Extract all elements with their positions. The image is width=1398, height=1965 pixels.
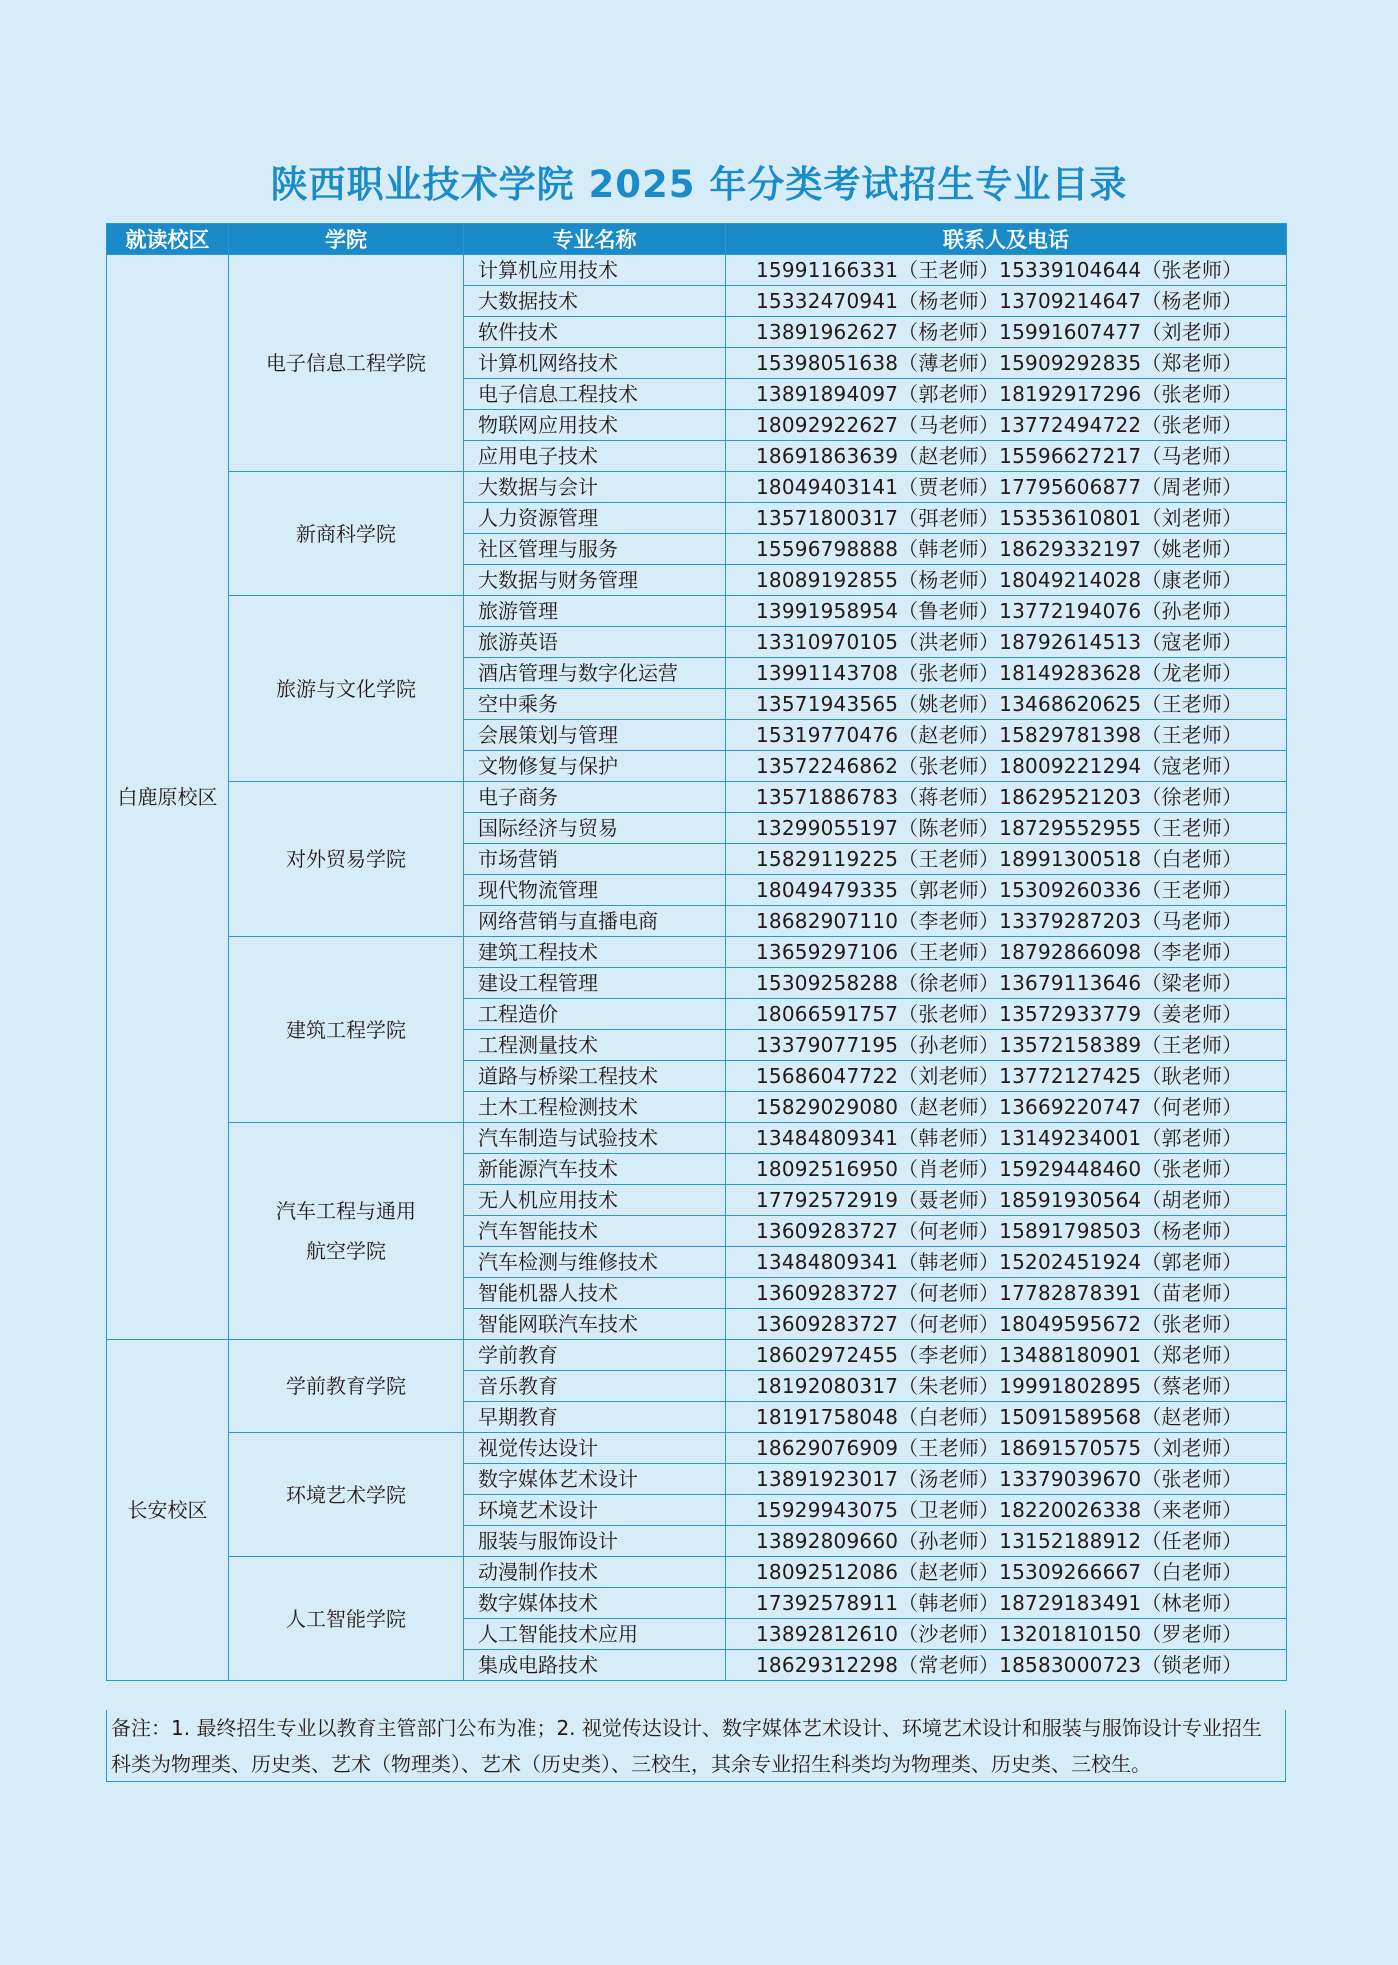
major-cell: 工程测量技术	[464, 1030, 726, 1061]
major-cell: 环境艺术设计	[464, 1495, 726, 1526]
contact-cell: 18089192855（杨老师）18049214028（康老师）	[726, 565, 1287, 596]
major-cell: 物联网应用技术	[464, 410, 726, 441]
contact-cell: 13891894097（郭老师）18192917296（张老师）	[726, 379, 1287, 410]
major-cell: 计算机应用技术	[464, 255, 726, 286]
contact-cell: 17392578911（韩老师）18729183491（林老师）	[726, 1588, 1287, 1619]
college-cell: 建筑工程学院	[229, 937, 464, 1123]
header-contact: 联系人及电话	[726, 224, 1287, 255]
header-campus: 就读校区	[107, 224, 229, 255]
major-cell: 文物修复与保护	[464, 751, 726, 782]
header-row	[107, 224, 1287, 255]
major-cell: 大数据技术	[464, 286, 726, 317]
major-cell: 软件技术	[464, 317, 726, 348]
contact-cell: 13609283727（何老师）17782878391（苗老师）	[726, 1278, 1287, 1309]
college-cell: 对外贸易学院	[229, 782, 464, 937]
major-cell: 早期教育	[464, 1402, 726, 1433]
major-cell: 计算机网络技术	[464, 348, 726, 379]
contact-cell: 18049479335（郭老师）15309260336（王老师）	[726, 875, 1287, 906]
major-cell: 数字媒体艺术设计	[464, 1464, 726, 1495]
major-cell: 建筑工程技术	[464, 937, 726, 968]
contact-cell: 15991166331（王老师）15339104644（张老师）	[726, 255, 1287, 286]
major-cell: 汽车制造与试验技术	[464, 1123, 726, 1154]
contact-cell: 18092516950（肖老师）15929448460（张老师）	[726, 1154, 1287, 1185]
contact-cell: 13891962627（杨老师）15991607477（刘老师）	[726, 317, 1287, 348]
major-cell: 道路与桥梁工程技术	[464, 1061, 726, 1092]
table-row	[107, 1557, 1287, 1588]
contact-cell: 13299055197（陈老师）18729552955（王老师）	[726, 813, 1287, 844]
contact-cell: 13379077195（孙老师）13572158389（王老师）	[726, 1030, 1287, 1061]
major-cell: 大数据与财务管理	[464, 565, 726, 596]
major-cell: 电子信息工程技术	[464, 379, 726, 410]
table-row	[107, 472, 1287, 503]
contact-cell: 15332470941（杨老师）13709214647（杨老师）	[726, 286, 1287, 317]
major-cell: 应用电子技术	[464, 441, 726, 472]
major-cell: 智能网联汽车技术	[464, 1309, 726, 1340]
table-body	[107, 255, 1287, 1681]
major-cell: 网络营销与直播电商	[464, 906, 726, 937]
contact-cell: 15929943075（卫老师）18220026338（来老师）	[726, 1495, 1287, 1526]
major-cell: 旅游管理	[464, 596, 726, 627]
header-college: 学院	[229, 224, 464, 255]
table-row	[107, 255, 1287, 286]
contact-cell: 18066591757（张老师）13572933779（姜老师）	[726, 999, 1287, 1030]
major-cell: 土木工程检测技术	[464, 1092, 726, 1123]
contact-cell: 13609283727（何老师）15891798503（杨老师）	[726, 1216, 1287, 1247]
college-cell: 新商科学院	[229, 472, 464, 596]
major-cell: 酒店管理与数字化运营	[464, 658, 726, 689]
contact-cell: 18602972455（李老师）13488180901（郑老师）	[726, 1340, 1287, 1371]
major-cell: 工程造价	[464, 999, 726, 1030]
major-cell: 大数据与会计	[464, 472, 726, 503]
contact-cell: 13659297106（王老师）18792866098（李老师）	[726, 937, 1287, 968]
table-row	[107, 1123, 1287, 1154]
college-cell: 电子信息工程学院	[229, 255, 464, 472]
contact-cell: 13572246862（张老师）18009221294（寇老师）	[726, 751, 1287, 782]
footnote: 备注：1. 最终招生专业以教育主管部门公布为准；2. 视觉传达设计、数字媒体艺术设计、环境艺术设计和服装与服饰设计专业招生科类为物理类、历史类、艺术（物理类）、艺术（历史类）、三校生，其余专业招生科类均为物理类、历史类、三校生。	[106, 1710, 1286, 1782]
contact-cell: 13571886783（蒋老师）18629521203（徐老师）	[726, 782, 1287, 813]
enrollment-table	[106, 223, 1287, 1681]
contact-cell: 18092922627（马老师）13772494722（张老师）	[726, 410, 1287, 441]
contact-cell: 15829119225（王老师）18991300518（白老师）	[726, 844, 1287, 875]
major-cell: 服装与服饰设计	[464, 1526, 726, 1557]
table-row	[107, 937, 1287, 968]
contact-cell: 15686047722（刘老师）13772127425（耿老师）	[726, 1061, 1287, 1092]
major-cell: 现代物流管理	[464, 875, 726, 906]
major-cell: 空中乘务	[464, 689, 726, 720]
contact-cell: 18092512086（赵老师）15309266667（白老师）	[726, 1557, 1287, 1588]
table-row	[107, 782, 1287, 813]
contact-cell: 18691863639（赵老师）15596627217（马老师）	[726, 441, 1287, 472]
major-cell: 社区管理与服务	[464, 534, 726, 565]
contact-cell: 15319770476（赵老师）15829781398（王老师）	[726, 720, 1287, 751]
college-cell: 人工智能学院	[229, 1557, 464, 1681]
major-cell: 学前教育	[464, 1340, 726, 1371]
contact-cell: 18049403141（贾老师）17795606877（周老师）	[726, 472, 1287, 503]
header-major: 专业名称	[464, 224, 726, 255]
contact-cell: 15398051638（薄老师）15909292835（郑老师）	[726, 348, 1287, 379]
major-cell: 智能机器人技术	[464, 1278, 726, 1309]
contact-cell: 15309258288（徐老师）13679113646（梁老师）	[726, 968, 1287, 999]
college-cell: 环境艺术学院	[229, 1433, 464, 1557]
contact-cell: 13484809341（韩老师）13149234001（郭老师）	[726, 1123, 1287, 1154]
contact-cell: 13991143708（张老师）18149283628（龙老师）	[726, 658, 1287, 689]
table-row	[107, 596, 1287, 627]
major-cell: 国际经济与贸易	[464, 813, 726, 844]
major-cell: 音乐教育	[464, 1371, 726, 1402]
contact-cell: 15596798888（韩老师）18629332197（姚老师）	[726, 534, 1287, 565]
contact-cell: 13571800317（弭老师）15353610801（刘老师）	[726, 503, 1287, 534]
major-cell: 建设工程管理	[464, 968, 726, 999]
major-cell: 数字媒体技术	[464, 1588, 726, 1619]
major-cell: 动漫制作技术	[464, 1557, 726, 1588]
major-cell: 新能源汽车技术	[464, 1154, 726, 1185]
major-cell: 视觉传达设计	[464, 1433, 726, 1464]
major-cell: 市场营销	[464, 844, 726, 875]
contact-cell: 13891923017（汤老师）13379039670（张老师）	[726, 1464, 1287, 1495]
major-cell: 人工智能技术应用	[464, 1619, 726, 1650]
major-cell: 会展策划与管理	[464, 720, 726, 751]
contact-cell: 18629312298（常老师）18583000723（锁老师）	[726, 1650, 1287, 1681]
contact-cell: 13892809660（孙老师）13152188912（任老师）	[726, 1526, 1287, 1557]
contact-cell: 13484809341（韩老师）15202451924（郭老师）	[726, 1247, 1287, 1278]
contact-cell: 13991958954（鲁老师）13772194076（孙老师）	[726, 596, 1287, 627]
contact-cell: 17792572919（聂老师）18591930564（胡老师）	[726, 1185, 1287, 1216]
major-cell: 旅游英语	[464, 627, 726, 658]
contact-cell: 13310970105（洪老师）18792614513（寇老师）	[726, 627, 1287, 658]
contact-cell: 18191758048（白老师）15091589568（赵老师）	[726, 1402, 1287, 1433]
contact-cell: 18682907110（李老师）13379287203（马老师）	[726, 906, 1287, 937]
major-cell: 无人机应用技术	[464, 1185, 726, 1216]
major-cell: 汽车智能技术	[464, 1216, 726, 1247]
campus-cell: 长安校区	[107, 1340, 229, 1681]
contact-cell: 18192080317（朱老师）19991802895（蔡老师）	[726, 1371, 1287, 1402]
campus-cell: 白鹿原校区	[107, 255, 229, 1340]
major-cell: 电子商务	[464, 782, 726, 813]
college-cell: 旅游与文化学院	[229, 596, 464, 782]
contact-cell: 13609283727（何老师）18049595672（张老师）	[726, 1309, 1287, 1340]
major-cell: 集成电路技术	[464, 1650, 726, 1681]
contact-cell: 15829029080（赵老师）13669220747（何老师）	[726, 1092, 1287, 1123]
table-row	[107, 1433, 1287, 1464]
contact-cell: 13892812610（沙老师）13201810150（罗老师）	[726, 1619, 1287, 1650]
major-cell: 汽车检测与维修技术	[464, 1247, 726, 1278]
contact-cell: 18629076909（王老师）18691570575（刘老师）	[726, 1433, 1287, 1464]
page-title: 陕西职业技术学院 2025 年分类考试招生专业目录	[270, 163, 1128, 206]
college-cell: 学前教育学院	[229, 1340, 464, 1433]
major-cell: 人力资源管理	[464, 503, 726, 534]
college-cell: 汽车工程与通用航空学院	[229, 1123, 464, 1340]
contact-cell: 13571943565（姚老师）13468620625（王老师）	[726, 689, 1287, 720]
table-row	[107, 1340, 1287, 1371]
